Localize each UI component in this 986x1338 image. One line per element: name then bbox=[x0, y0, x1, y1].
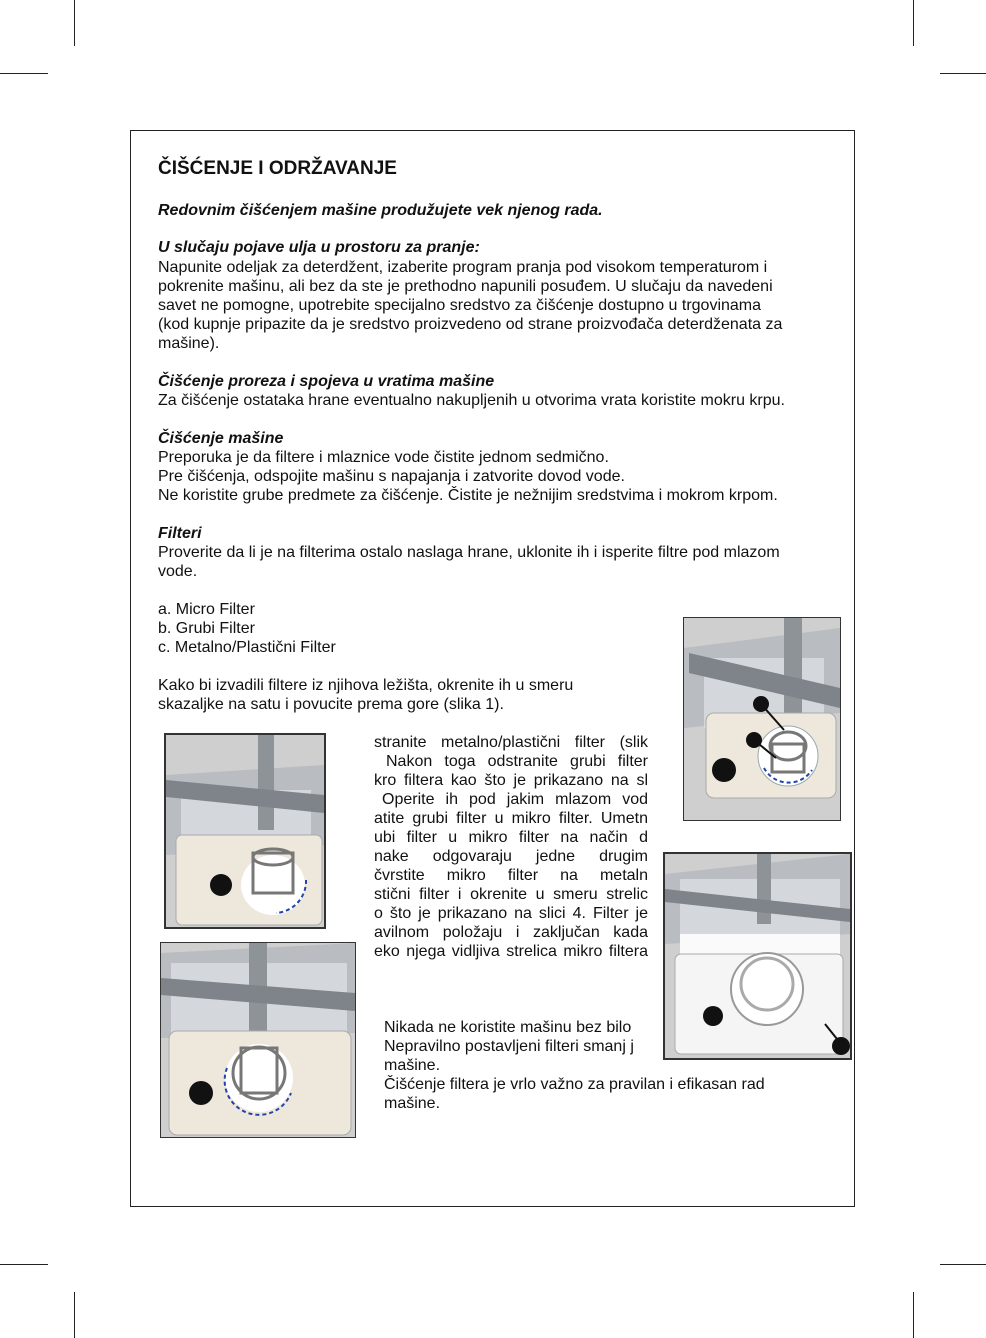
warning-line: mašine. bbox=[384, 1057, 441, 1074]
filters-line: Proverite da li je na filterima ostalo naslaga hrane, uklonite ih i isperite filtre pod mlazom bbox=[158, 544, 780, 561]
machine-heading: Čišćenje mašine bbox=[158, 430, 284, 447]
oil-heading: U slučaju pojave ulja u prostoru za pranje: bbox=[158, 239, 480, 256]
instruction-line: Operite ih pod jakim mlazom vod bbox=[382, 791, 648, 808]
instruction-line: nake odgovaraju jedne drugim bbox=[374, 848, 648, 865]
instruction-line: ubi filter u mikro filter na način d bbox=[374, 829, 648, 846]
instruction-line: kro filtera kao što je prikazano na sl bbox=[374, 772, 648, 789]
instruction-line: avilnom položaju i zaključan kada bbox=[374, 924, 648, 941]
warning-line: Nepravilno postavljeni filteri smanj j bbox=[384, 1038, 634, 1055]
instruction-line: čvrstite mikro filter na metaln bbox=[374, 867, 648, 884]
remove-instructions-line: skazaljke na satu i povucite prema gore (slika 1). bbox=[158, 696, 504, 713]
crop-mark bbox=[74, 0, 75, 46]
crop-mark bbox=[0, 1264, 48, 1265]
crop-mark bbox=[913, 1292, 914, 1338]
instruction-line: atite grubi filter u mikro filter. Umetn bbox=[374, 810, 648, 827]
machine-line: Ne koristite grube predmete za čišćenje. Čistite je nežnijim sredstvima i mokrom krpom. bbox=[158, 487, 778, 504]
filter-list-item: b. Grubi Filter bbox=[158, 620, 255, 637]
filter-list-item: a. Micro Filter bbox=[158, 601, 255, 618]
instruction-line: eko njega vidljiva strelica mikro filtera bbox=[374, 943, 648, 960]
filter-figure-1 bbox=[683, 617, 841, 821]
oil-line: (kod kupnje pripazite da je sredstvo proizvedeno od strane proizvođača deterdženata za bbox=[158, 316, 783, 333]
crop-mark bbox=[940, 73, 986, 74]
filter-figure-2 bbox=[164, 733, 326, 929]
filter-figure-3 bbox=[160, 942, 356, 1138]
machine-line: Preporuka je da filtere i mlaznice vode čistite jednom sedmično. bbox=[158, 449, 609, 466]
crop-mark bbox=[913, 0, 914, 46]
oil-line: Napunite odeljak za deterdžent, izaberite program pranja pod visokom temperaturom i bbox=[158, 259, 768, 276]
remove-instructions-line: Kako bi izvadili filtere iz njihova ležišta, okrenite ih u smeru bbox=[158, 677, 574, 694]
instruction-line: stranite metalno/plastični filter (slik bbox=[374, 734, 648, 751]
oil-line: savet ne pomogne, upotrebite specijalno sredstvo za čišćenje dostupno u trgovinama bbox=[158, 297, 762, 314]
warning-line: Nikada ne koristite mašinu bez bilo bbox=[384, 1019, 632, 1036]
instruction-line: stični filter i okrenite u smeru strelic bbox=[374, 886, 648, 903]
crop-mark bbox=[0, 73, 48, 74]
oil-line: pokrenite mašinu, ali bez da ste je prethodno napunili posuđem. U slučaju da navedeni bbox=[158, 278, 773, 295]
intro-text: Redovnim čišćenjem mašine produžujete vek njenog rada. bbox=[158, 202, 603, 219]
door-text: Za čišćenje ostataka hrane eventualno nakupljenih u otvorima vrata koristite mokru krpu. bbox=[158, 392, 785, 409]
warning-line: mašine. bbox=[384, 1095, 441, 1112]
warning-line: Čišćenje filtera je vrlo važno za pravilan i efikasan rad bbox=[384, 1076, 765, 1093]
oil-line: mašine). bbox=[158, 335, 220, 352]
filters-line: vode. bbox=[158, 563, 198, 580]
crop-mark bbox=[74, 1292, 75, 1338]
instruction-column bbox=[374, 733, 648, 961]
crop-mark bbox=[940, 1264, 986, 1265]
machine-line: Pre čišćenja, odspojite mašinu s napajanja i zatvorite dovod vode. bbox=[158, 468, 625, 485]
filters-heading: Filteri bbox=[158, 525, 202, 542]
door-heading: Čišćenje proreza i spojeva u vratima mašine bbox=[158, 373, 495, 390]
filter-list-item: c. Metalno/Plastični Filter bbox=[158, 639, 336, 656]
filter-figure-4 bbox=[663, 852, 852, 1060]
instruction-line: Nakon toga odstranite grubi filter bbox=[386, 753, 648, 770]
instruction-line: o što je prikazano na slici 4. Filter je bbox=[374, 905, 648, 922]
page-title: ČIŠĆENJE I ODRŽAVANJE bbox=[158, 158, 397, 179]
